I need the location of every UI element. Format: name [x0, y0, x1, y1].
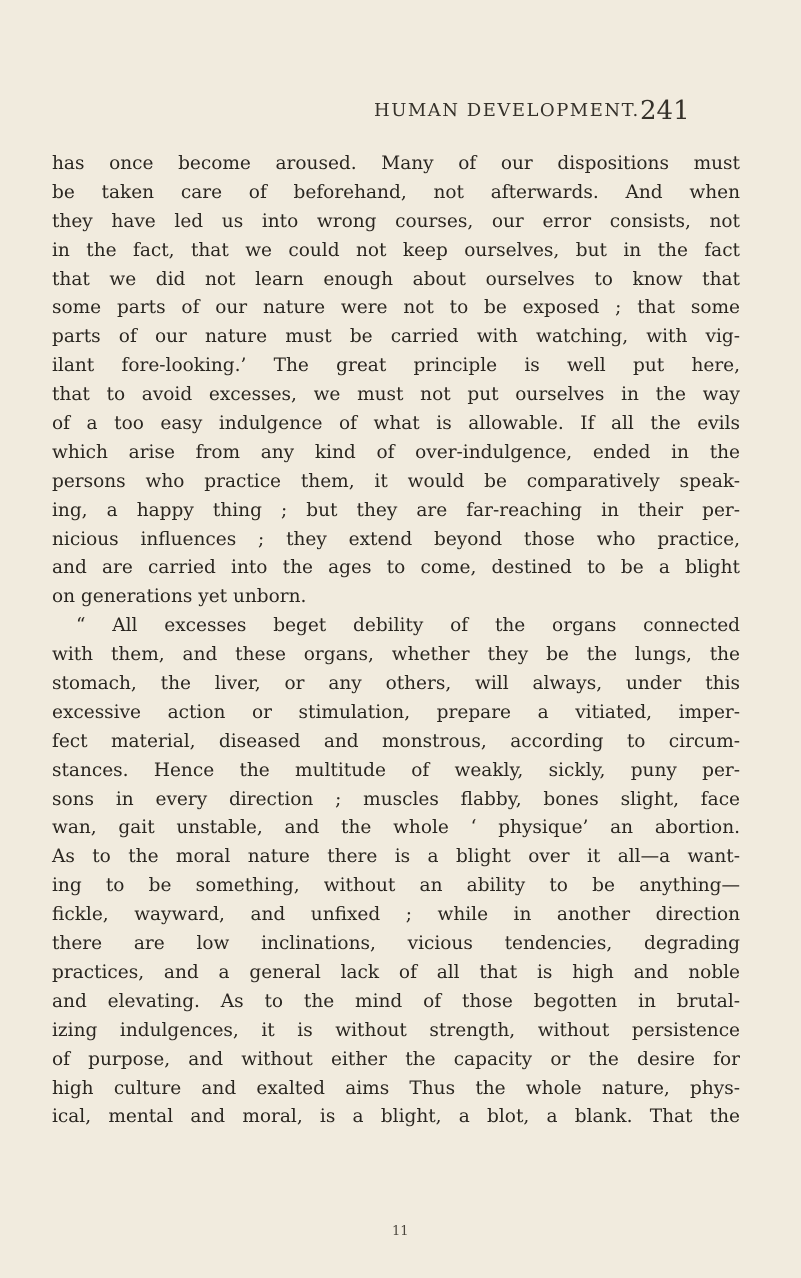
body-text — [52, 150, 740, 1132]
page-header — [0, 96, 801, 136]
text-line: and are carried into the ages to come, destined to be a blight — [52, 557, 740, 579]
text-line: As to the moral nature there is a blight over it all—a want- — [52, 846, 740, 868]
text-line: ical, mental and moral, is a blight, a blot, a blank. That the — [52, 1106, 740, 1128]
text-line: that we did not learn enough about ourselves to know that — [52, 268, 740, 290]
text-line: and elevating. As to the mind of those begotten in brutal- — [52, 990, 740, 1012]
text-line: ing to be something, without an ability to be anything— — [52, 875, 740, 897]
text-line: they have led us into wrong courses, our error consists, not — [52, 210, 740, 232]
text-line: which arise from any kind of over-indulgence, ended in the — [52, 441, 740, 463]
text-line: wan, gait unstable, and the whole ‘ physique’ an abortion. — [52, 817, 740, 839]
text-line: practices, and a general lack of all that is high and noble — [52, 961, 740, 983]
text-line: stomach, the liver, or any others, will always, under this — [52, 673, 740, 695]
signature-mark: 11 — [392, 1224, 409, 1239]
text-line: of purpose, and without either the capacity or the desire for — [52, 1048, 740, 1070]
text-line: izing indulgences, it is without strength, without persistence — [52, 1019, 740, 1041]
text-line: excessive action or stimulation, prepare a vitiated, imper- — [52, 701, 740, 723]
page-number: 241 — [640, 96, 690, 126]
text-line: high culture and exalted aims Thus the whole nature, phys- — [52, 1077, 740, 1099]
text-line: with them, and these organs, whether they be the lungs, the — [52, 644, 740, 666]
text-line: “ All excesses beget debility of the organs connected — [76, 615, 740, 637]
text-line: fickle, wayward, and unfixed ; while in another direction — [52, 904, 740, 926]
text-line: persons who practice them, it would be comparatively speak- — [52, 470, 740, 492]
text-line: on generations yet unborn. — [52, 586, 307, 608]
text-line: there are low inclinations, vicious tendencies, degrading — [52, 933, 740, 955]
text-line: some parts of our nature were not to be exposed ; that some — [52, 297, 740, 319]
text-line: nicious influences ; they extend beyond those who practice, — [52, 528, 740, 550]
text-line: that to avoid excesses, we must not put ourselves in the way — [52, 384, 740, 406]
text-line: has once become aroused. Many of our dispositions must — [52, 153, 740, 174]
text-line: stances. Hence the multitude of weakly, sickly, puny per- — [52, 759, 740, 781]
text-line: in the fact, that we could not keep ourselves, but in the fact — [52, 239, 740, 261]
running-head: HUMAN DEVELOPMENT. — [374, 100, 640, 121]
text-line: ilant fore-looking.’ The great principle is well put here, — [52, 355, 740, 377]
text-line: ing, a happy thing ; but they are far-reaching in their per- — [52, 499, 740, 521]
text-line: of a too easy indulgence of what is allowable. If all the evils — [52, 413, 740, 435]
text-line: fect material, diseased and monstrous, according to circum- — [52, 730, 740, 752]
text-line: be taken care of beforehand, not afterwards. And when — [52, 181, 740, 203]
text-line: sons in every direction ; muscles flabby, bones slight, face — [52, 788, 740, 810]
text-line: parts of our nature must be carried with watching, with vig- — [52, 326, 740, 348]
